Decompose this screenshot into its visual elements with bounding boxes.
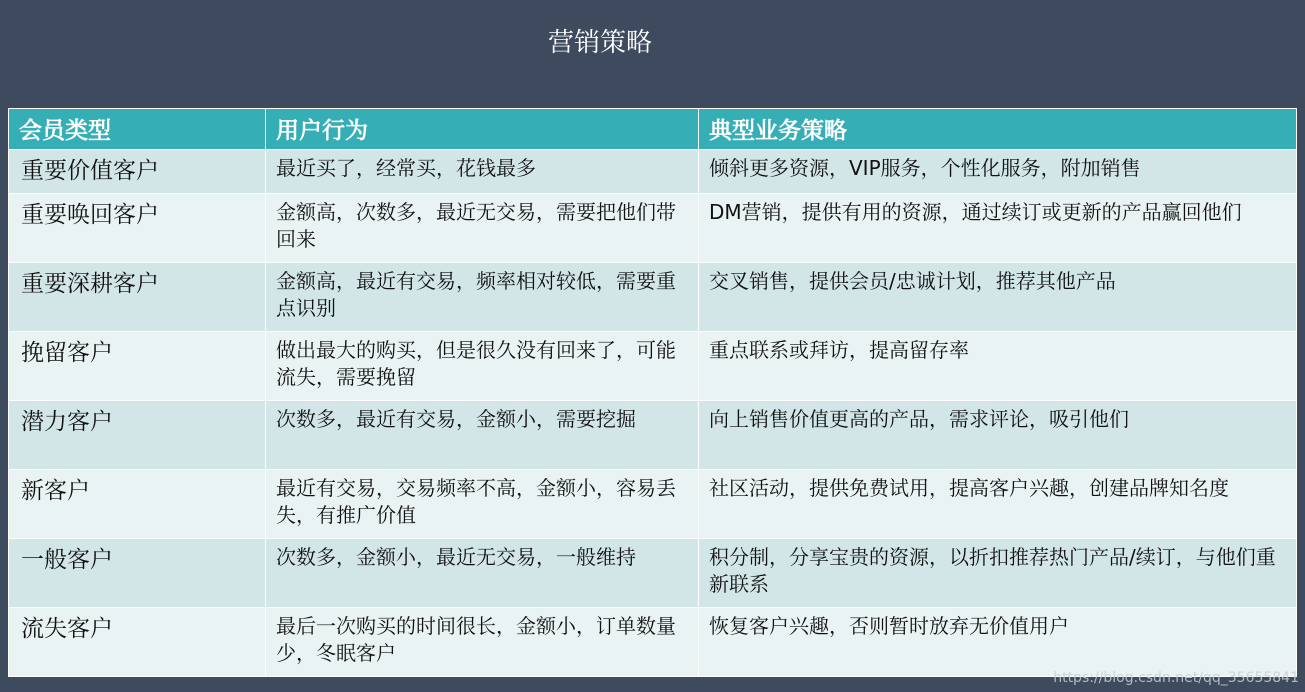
cell-business-strategy: 倾斜更多资源，VIP服务，个性化服务，附加销售 [699,150,1297,194]
cell-user-behavior: 最近有交易，交易频率不高，金额小，容易丢失，有推广价值 [266,470,699,539]
cell-user-behavior: 次数多，最近有交易，金额小，需要挖掘 [266,401,699,470]
watermark: https://blog.csdn.net/qq_35655841 [1053,670,1299,686]
table-row [9,332,1297,401]
cell-member-type: 一般客户 [9,539,266,608]
cell-user-behavior: 做出最大的购买，但是很久没有回来了，可能流失，需要挽留 [266,332,699,401]
table-row [9,194,1297,263]
cell-member-type: 挽留客户 [9,332,266,401]
cell-member-type: 重要唤回客户 [9,194,266,263]
table-body [9,150,1297,677]
table-row [9,470,1297,539]
table-row [9,263,1297,332]
table-row [9,608,1297,677]
cell-member-type: 流失客户 [9,608,266,677]
header-user-behavior: 用户行为 [266,109,699,150]
cell-business-strategy: DM营销，提供有用的资源，通过续订或更新的产品赢回他们 [699,194,1297,263]
cell-member-type: 重要深耕客户 [9,263,266,332]
cell-member-type: 潜力客户 [9,401,266,470]
table-row [9,401,1297,470]
cell-business-strategy: 向上销售价值更高的产品，需求评论，吸引他们 [699,401,1297,470]
cell-business-strategy: 恢复客户兴趣，否则暂时放弃无价值用户 [699,608,1297,677]
cell-user-behavior: 金额高，最近有交易，频率相对较低，需要重点识别 [266,263,699,332]
header-row [9,109,1297,150]
cell-business-strategy: 社区活动，提供免费试用，提高客户兴趣，创建品牌知名度 [699,470,1297,539]
cell-member-type: 新客户 [9,470,266,539]
cell-business-strategy: 交叉销售，提供会员/忠诚计划，推荐其他产品 [699,263,1297,332]
header-member-type: 会员类型 [9,109,266,150]
table-header [9,109,1297,150]
cell-user-behavior: 金额高，次数多，最近无交易，需要把他们带回来 [266,194,699,263]
cell-user-behavior: 最近买了，经常买，花钱最多 [266,150,699,194]
cell-business-strategy: 积分制，分享宝贵的资源，以折扣推荐热门产品/续订，与他们重新联系 [699,539,1297,608]
cell-user-behavior: 最后一次购买的时间很长，金额小，订单数量少，冬眠客户 [266,608,699,677]
marketing-strategy-table [8,108,1297,677]
slide-title: 营销策略 [548,28,653,58]
cell-business-strategy: 重点联系或拜访，提高留存率 [699,332,1297,401]
header-business-strategy: 典型业务策略 [699,109,1297,150]
table-row [9,150,1297,194]
table-row [9,539,1297,608]
cell-member-type: 重要价值客户 [9,150,266,194]
cell-user-behavior: 次数多，金额小，最近无交易，一般维持 [266,539,699,608]
